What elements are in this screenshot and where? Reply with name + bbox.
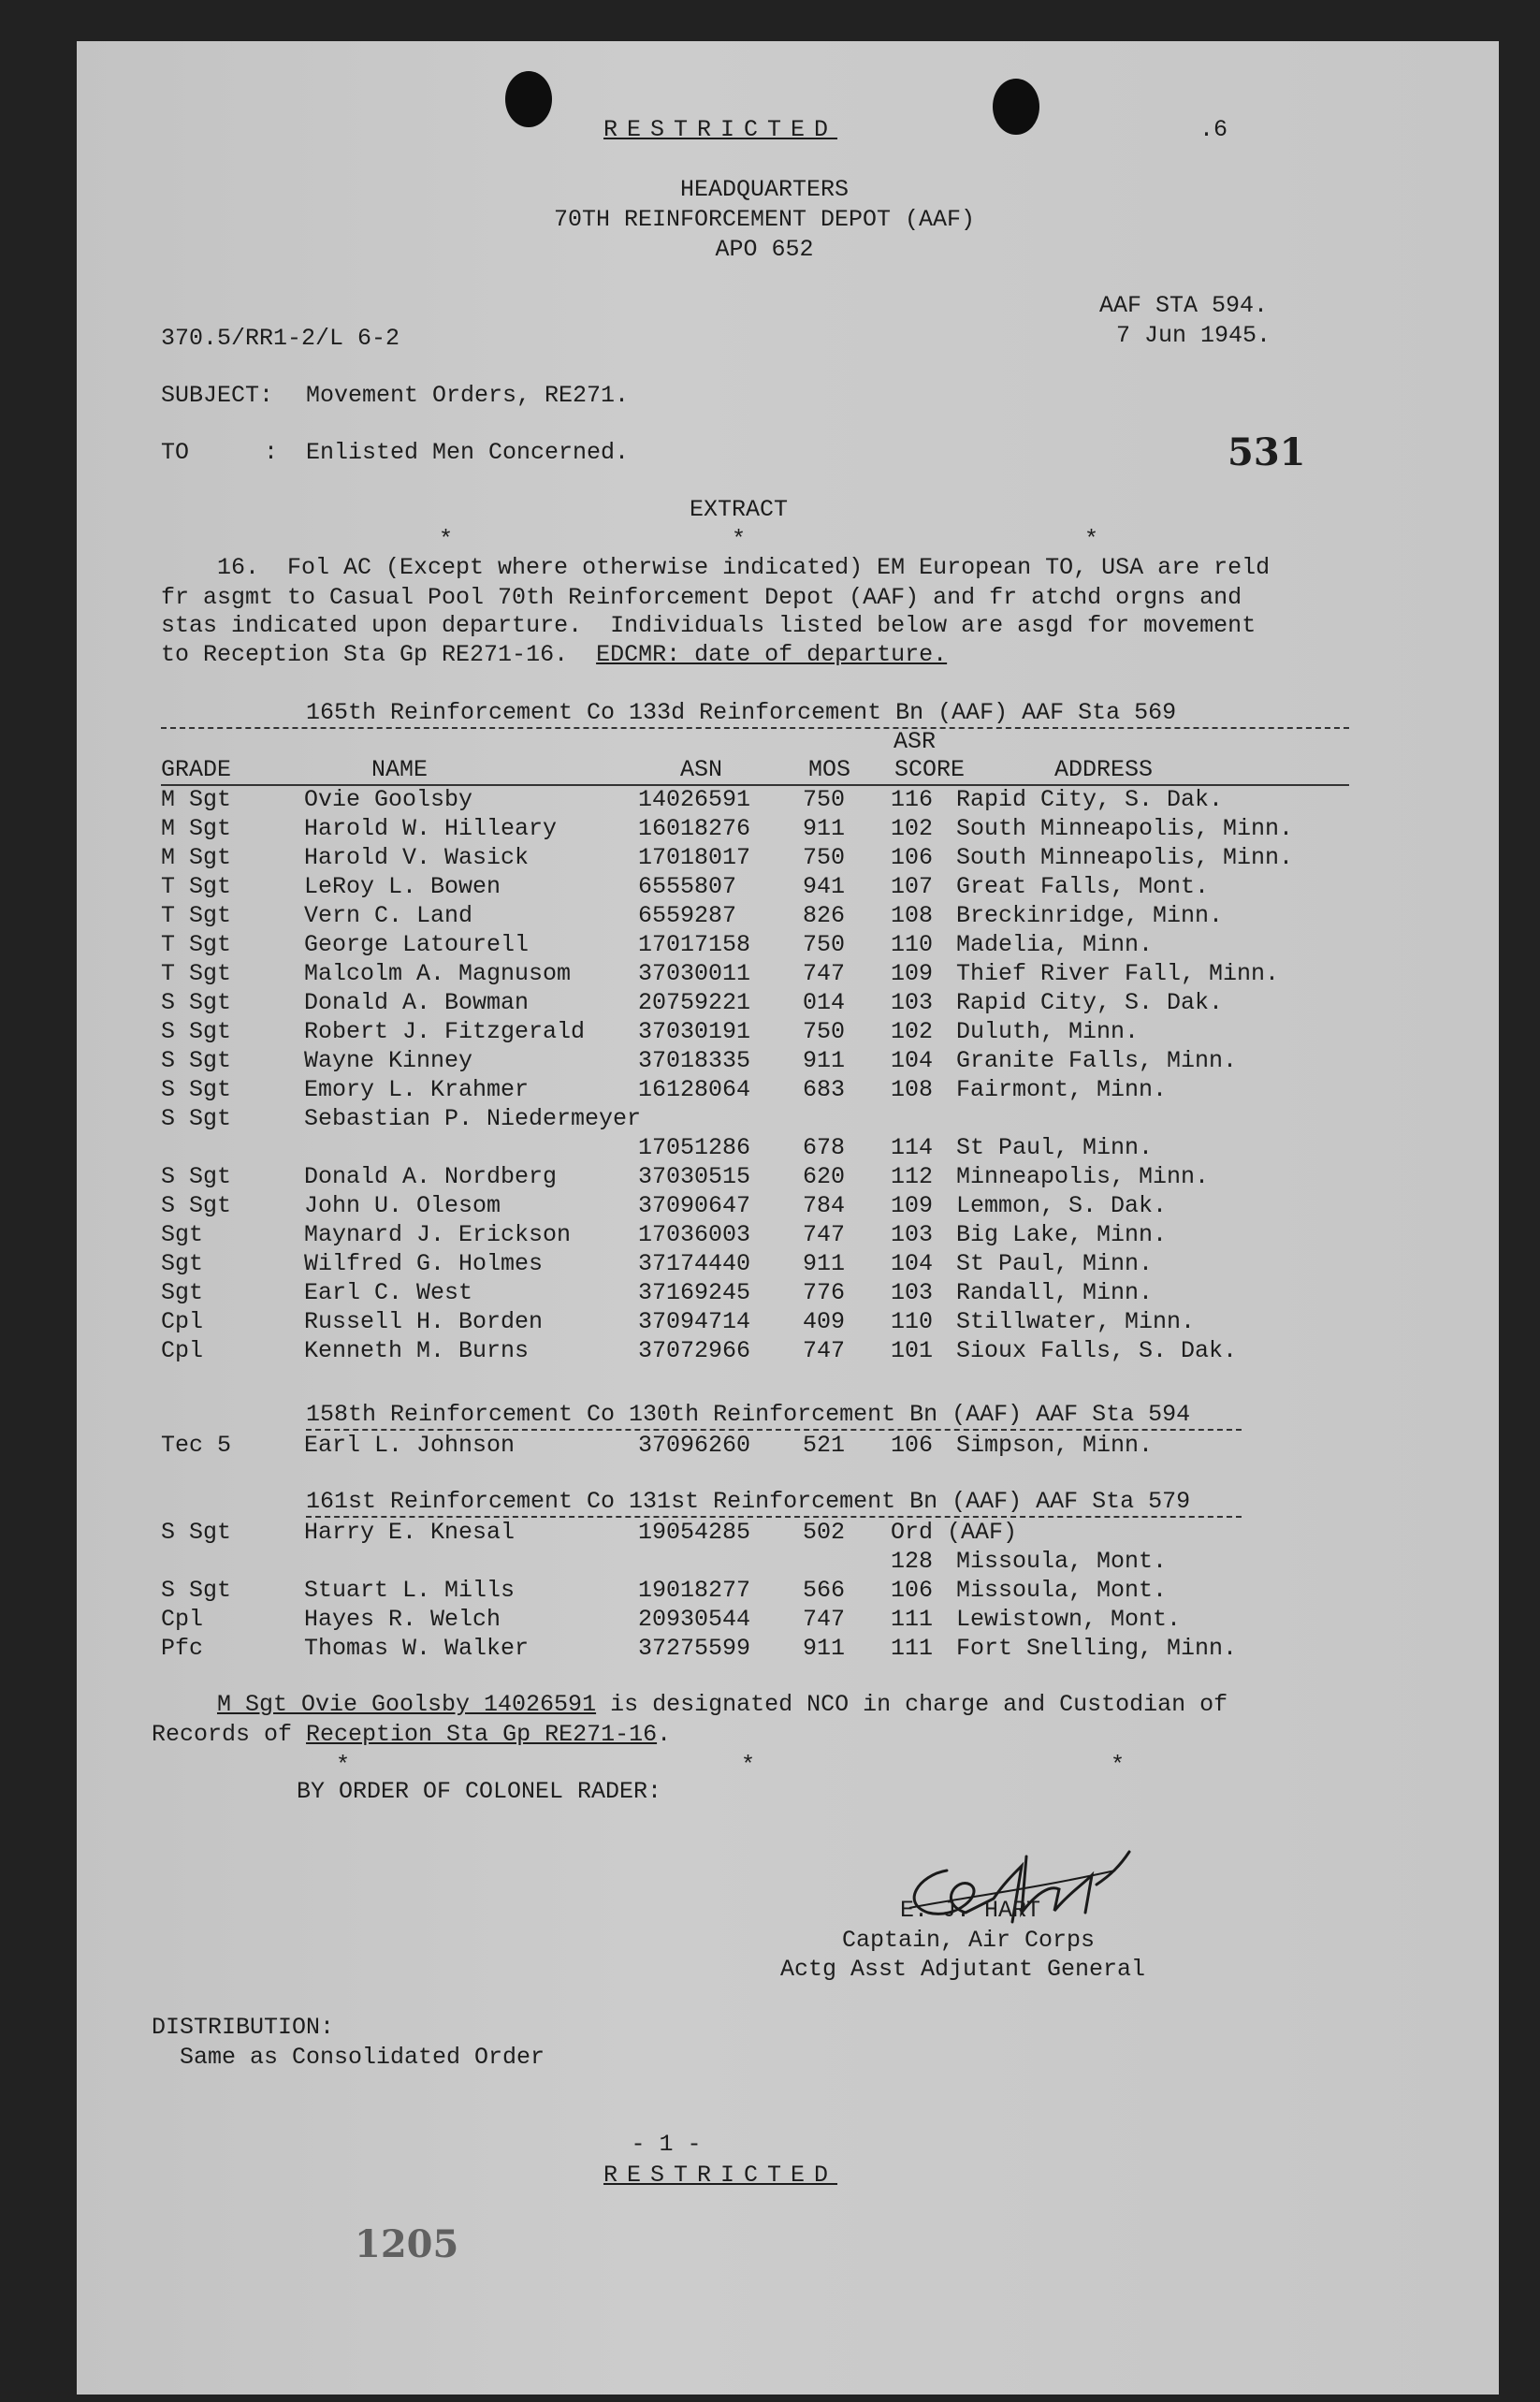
unit-heading-2: 158th Reinforcement Co 130th Reinforcement Bn (AAF) AAF Sta 594 [306, 1401, 1191, 1428]
table-row [77, 904, 1499, 933]
cell-asn: 37275599 [638, 1635, 751, 1662]
table-row [77, 788, 1499, 817]
cell-score: 111 [891, 1606, 934, 1633]
cell-grade: S Sgt [161, 1076, 232, 1103]
cell-grade: T Sgt [161, 931, 232, 958]
cell-asn: 19018277 [638, 1577, 751, 1604]
cell-mos: 826 [803, 902, 846, 929]
cell-mos: 620 [803, 1163, 846, 1190]
cell-address: Rapid City, S. Dak. [956, 989, 1224, 1016]
station: AAF STA 594. [1099, 292, 1269, 319]
cell-grade: S Sgt [161, 1577, 232, 1604]
cell-address: Lemmon, S. Dak. [956, 1192, 1168, 1219]
cell-grade: S Sgt [161, 1163, 232, 1190]
cell-mos: 784 [803, 1192, 846, 1219]
cell-score: 116 [891, 786, 934, 813]
table-row [77, 1223, 1499, 1252]
cell-asn: 19054285 [638, 1519, 751, 1546]
cell-asn: 37018335 [638, 1047, 751, 1074]
cell-name: Ovie Goolsby [304, 786, 473, 813]
cell-grade: S Sgt [161, 1105, 232, 1132]
cell-asn: 17051286 [638, 1134, 751, 1161]
cell-mos: 014 [803, 989, 846, 1016]
cell-name: Malcolm A. Magnusom [304, 960, 572, 987]
cell-name: LeRoy L. Bowen [304, 873, 501, 900]
signer-name: E. J. HART [900, 1897, 1041, 1924]
table-row [77, 1165, 1499, 1194]
nco-period: . [657, 1721, 672, 1748]
cell-score: 110 [891, 1308, 934, 1335]
cell-score: 104 [891, 1047, 934, 1074]
nco-reception-group: Reception Sta Gp RE271-16 [306, 1721, 658, 1748]
cell-grade: T Sgt [161, 873, 232, 900]
subject-label: SUBJECT: [161, 382, 274, 409]
cell-mos: 502 [803, 1519, 846, 1546]
cell-name: Maynard J. Erickson [304, 1221, 572, 1248]
unit-rule-3 [306, 1516, 1242, 1518]
cell-mos: 776 [803, 1279, 846, 1306]
table-row [77, 1637, 1499, 1666]
cell-name: Sebastian P. Niedermeyer [304, 1105, 642, 1132]
cell-grade: S Sgt [161, 1192, 232, 1219]
nco-designation-text: is designated NCO in charge and Custodian of [596, 1691, 1228, 1718]
table-row [77, 1107, 1499, 1136]
table-row [77, 1310, 1499, 1339]
cell-asn: 6555807 [638, 873, 737, 900]
cell-score: 106 [891, 844, 934, 871]
paragraph-line-4-text: to Reception Sta Gp RE271-16. [161, 641, 597, 668]
cell-mos: 911 [803, 1250, 846, 1277]
cell-mos: 750 [803, 1018, 846, 1045]
cell-mos: 747 [803, 1221, 846, 1248]
archive-stamp-number: 1205 [355, 2222, 459, 2266]
cell-mos: 747 [803, 1337, 846, 1364]
col-name: NAME [371, 756, 429, 783]
table-row [77, 1608, 1499, 1637]
nco-designation-line-2 [152, 1723, 671, 1746]
cell-score: 108 [891, 1076, 934, 1103]
signer-rank: Captain, Air Corps [842, 1927, 1096, 1954]
cell-address: St Paul, Minn. [956, 1250, 1154, 1277]
cell-score: 109 [891, 1192, 934, 1219]
to-text: Enlisted Men Concerned. [306, 439, 630, 466]
cell-name: Vern C. Land [304, 902, 473, 929]
cell-grade: Cpl [161, 1337, 204, 1364]
cell-asn: 6559287 [638, 902, 737, 929]
unit-rule-2 [306, 1429, 1242, 1431]
cell-asn: 14026591 [638, 786, 751, 813]
cell-name: Robert J. Fitzgerald [304, 1018, 586, 1045]
nco-records-text: Records of [152, 1721, 307, 1748]
closing-star-3: * [1111, 1752, 1126, 1779]
cell-score: 106 [891, 1432, 934, 1459]
cell-asn: 37030191 [638, 1018, 751, 1045]
cell-address: Lewistown, Mont. [956, 1606, 1182, 1633]
cell-mos: 678 [803, 1134, 846, 1161]
cell-asn: 20759221 [638, 989, 751, 1016]
table-row [77, 1281, 1499, 1310]
cell-score: 103 [891, 1279, 934, 1306]
cell-asn: 37030011 [638, 960, 751, 987]
cell-grade: M Sgt [161, 786, 232, 813]
closing-star-1: * [336, 1752, 351, 1779]
cell-asn: 16018276 [638, 815, 751, 842]
nco-designation-line-1 [217, 1693, 1228, 1716]
cell-address: Missoula, Mont. [956, 1577, 1168, 1604]
distribution-text: Same as Consolidated Order [180, 2044, 545, 2071]
separator-star-2: * [732, 526, 747, 553]
cell-address: South Minneapolis, Minn. [956, 844, 1294, 871]
cell-name: Wayne Kinney [304, 1047, 473, 1074]
cell-name: Hayes R. Welch [304, 1606, 501, 1633]
cell-asn: 37030515 [638, 1163, 751, 1190]
cell-grade: S Sgt [161, 1047, 232, 1074]
cell-score: 114 [891, 1134, 934, 1161]
cell-score: 128 [891, 1548, 934, 1575]
table-row [77, 1521, 1499, 1550]
table-row [77, 962, 1499, 991]
table-row [77, 1550, 1499, 1579]
cell-name: Donald A. Bowman [304, 989, 530, 1016]
paragraph-line-4 [161, 643, 947, 666]
cell-grade: Cpl [161, 1606, 204, 1633]
cell-grade: T Sgt [161, 902, 232, 929]
cell-grade: Tec 5 [161, 1432, 232, 1459]
cell-score: 101 [891, 1337, 934, 1364]
signer-title: Actg Asst Adjutant General [780, 1956, 1146, 1983]
cell-mos: 911 [803, 1047, 846, 1074]
table-row [77, 1434, 1499, 1463]
hq-line-1: HEADQUARTERS [679, 176, 850, 203]
cell-name: Wilfred G. Holmes [304, 1250, 544, 1277]
col-grade: GRADE [161, 756, 232, 783]
page-mark: .6 [1199, 116, 1228, 143]
cell-grade: S Sgt [161, 1519, 232, 1546]
cell-address: South Minneapolis, Minn. [956, 815, 1294, 842]
table-row [77, 1078, 1499, 1107]
separator-star-3: * [1084, 526, 1099, 553]
to-colon: : [264, 439, 279, 466]
cell-grade: S Sgt [161, 989, 232, 1016]
cell-mos: 750 [803, 931, 846, 958]
cell-grade: M Sgt [161, 844, 232, 871]
table-row [77, 875, 1499, 904]
table-row [77, 1252, 1499, 1281]
closing-star-2: * [741, 1752, 756, 1779]
cell-address: Breckinridge, Minn. [956, 902, 1224, 929]
cell-mos: 911 [803, 815, 846, 842]
cell-mos: 683 [803, 1076, 846, 1103]
cell-asn: 37090647 [638, 1192, 751, 1219]
cell-address: Thief River Fall, Minn. [956, 960, 1280, 987]
classification-footer: RESTRICTED [603, 2162, 838, 2189]
cell-mos: 747 [803, 960, 846, 987]
cell-asn: 37169245 [638, 1279, 751, 1306]
cell-address: Great Falls, Mont. [956, 873, 1210, 900]
cell-name: Thomas W. Walker [304, 1635, 530, 1662]
cell-mos: 747 [803, 1606, 846, 1633]
table-row [77, 1194, 1499, 1223]
cell-address: Missoula, Mont. [956, 1548, 1168, 1575]
cell-asn: 17018017 [638, 844, 751, 871]
cell-score: 103 [891, 1221, 934, 1248]
cell-score: 112 [891, 1163, 934, 1190]
cell-name: Emory L. Krahmer [304, 1076, 530, 1103]
hq-line-3: APO 652 [715, 236, 814, 263]
cell-grade: S Sgt [161, 1018, 232, 1045]
col-score: SCORE [894, 756, 966, 783]
cell-score: 103 [891, 989, 934, 1016]
cell-grade: Cpl [161, 1308, 204, 1335]
table-row [77, 1579, 1499, 1608]
paragraph-line-1: 16. Fol AC (Except where otherwise indicated) EM European TO, USA are reld [217, 554, 1271, 581]
cell-mos: 521 [803, 1432, 846, 1459]
document-page [77, 41, 1499, 2395]
col-mos: MOS [808, 756, 851, 783]
cell-address: Randall, Minn. [956, 1279, 1154, 1306]
classification-header: RESTRICTED [603, 116, 838, 143]
cell-address: Sioux Falls, S. Dak. [956, 1337, 1238, 1364]
cell-score: Ord (AAF) [891, 1519, 1018, 1546]
cell-mos: 566 [803, 1577, 846, 1604]
separator-star-1: * [439, 526, 454, 553]
table-row [77, 817, 1499, 846]
cell-score: 104 [891, 1250, 934, 1277]
cell-score: 102 [891, 1018, 934, 1045]
cell-address: Minneapolis, Minn. [956, 1163, 1210, 1190]
order-date: 7 Jun 1945. [1116, 322, 1271, 349]
to-label: TO [161, 439, 190, 466]
cell-name: Harold W. Hilleary [304, 815, 558, 842]
distribution-label: DISTRIBUTION: [152, 2014, 335, 2041]
paragraph-line-2: fr asgmt to Casual Pool 70th Reinforcement Depot (AAF) and fr atchd orgns and [161, 584, 1242, 611]
cell-score: 102 [891, 815, 934, 842]
cell-address: Big Lake, Minn. [956, 1221, 1168, 1248]
cell-asn: 16128064 [638, 1076, 751, 1103]
cell-name: Harold V. Wasick [304, 844, 530, 871]
cell-address: Granite Falls, Minn. [956, 1047, 1238, 1074]
cell-score: 107 [891, 873, 934, 900]
cell-score: 109 [891, 960, 934, 987]
by-order-line: BY ORDER OF COLONEL RADER: [297, 1778, 662, 1805]
cell-name: Harry E. Knesal [304, 1519, 516, 1546]
table-row [77, 1049, 1499, 1078]
cell-asn: 37174440 [638, 1250, 751, 1277]
cell-grade: T Sgt [161, 960, 232, 987]
unit-heading-3: 161st Reinforcement Co 131st Reinforcement Bn (AAF) AAF Sta 579 [306, 1488, 1191, 1515]
cell-address: Madelia, Minn. [956, 931, 1154, 958]
cell-name: Kenneth M. Burns [304, 1337, 530, 1364]
cell-name: Stuart L. Mills [304, 1577, 516, 1604]
punch-hole-left [505, 71, 552, 127]
cell-name: Russell H. Borden [304, 1308, 544, 1335]
subject-text: Movement Orders, RE271. [306, 382, 630, 409]
table-row [77, 991, 1499, 1020]
table-row [77, 1020, 1499, 1049]
cell-mos: 911 [803, 1635, 846, 1662]
cell-score: 111 [891, 1635, 934, 1662]
edcmr-note: EDCMR: date of departure. [596, 641, 948, 668]
order-number: 531 [1228, 430, 1306, 474]
cell-asn: 17036003 [638, 1221, 751, 1248]
cell-mos: 409 [803, 1308, 846, 1335]
cell-asn: 37096260 [638, 1432, 751, 1459]
cell-score: 106 [891, 1577, 934, 1604]
page-number: - 1 - [631, 2131, 702, 2158]
cell-grade: Sgt [161, 1250, 204, 1277]
unit-rule-1 [161, 727, 1349, 729]
cell-asn: 20930544 [638, 1606, 751, 1633]
cell-address: Stillwater, Minn. [956, 1308, 1196, 1335]
punch-hole-right [993, 79, 1039, 135]
cell-grade: Sgt [161, 1279, 204, 1306]
cell-address: Duluth, Minn. [956, 1018, 1140, 1045]
cell-address: Rapid City, S. Dak. [956, 786, 1224, 813]
cell-address: Fairmont, Minn. [956, 1076, 1168, 1103]
extract-heading: EXTRACT [690, 496, 789, 523]
cell-mos: 750 [803, 786, 846, 813]
file-reference: 370.5/RR1-2/L 6-2 [161, 325, 400, 352]
cell-score: 108 [891, 902, 934, 929]
cell-name: George Latourell [304, 931, 530, 958]
cell-asn: 37072966 [638, 1337, 751, 1364]
cell-name: John U. Olesom [304, 1192, 501, 1219]
cell-address: Simpson, Minn. [956, 1432, 1154, 1459]
table-row [77, 933, 1499, 962]
col-asr: ASR [893, 728, 937, 755]
col-asn: ASN [680, 756, 723, 783]
hq-line-2: 70TH REINFORCEMENT DEPOT (AAF) [553, 206, 976, 233]
cell-mos: 941 [803, 873, 846, 900]
cell-mos: 750 [803, 844, 846, 871]
cell-grade: M Sgt [161, 815, 232, 842]
cell-name: Donald A. Nordberg [304, 1163, 558, 1190]
table-row [77, 1136, 1499, 1165]
table-row [77, 846, 1499, 875]
cell-score: 110 [891, 931, 934, 958]
cell-grade: Pfc [161, 1635, 204, 1662]
cell-name: Earl L. Johnson [304, 1432, 516, 1459]
cell-asn: 37094714 [638, 1308, 751, 1335]
cell-grade: Sgt [161, 1221, 204, 1248]
cell-asn: 17017158 [638, 931, 751, 958]
cell-address: Fort Snelling, Minn. [956, 1635, 1238, 1662]
cell-name: Earl C. West [304, 1279, 473, 1306]
paragraph-line-3: stas indicated upon departure. Individuals listed below are asgd for movement [161, 612, 1257, 639]
cell-address: St Paul, Minn. [956, 1134, 1154, 1161]
nco-name: M Sgt Ovie Goolsby 14026591 [217, 1691, 597, 1718]
unit-heading-1: 165th Reinforcement Co 133d Reinforcement Bn (AAF) AAF Sta 569 [306, 699, 1177, 726]
table-row [77, 1339, 1499, 1368]
col-address: ADDRESS [1054, 756, 1154, 783]
